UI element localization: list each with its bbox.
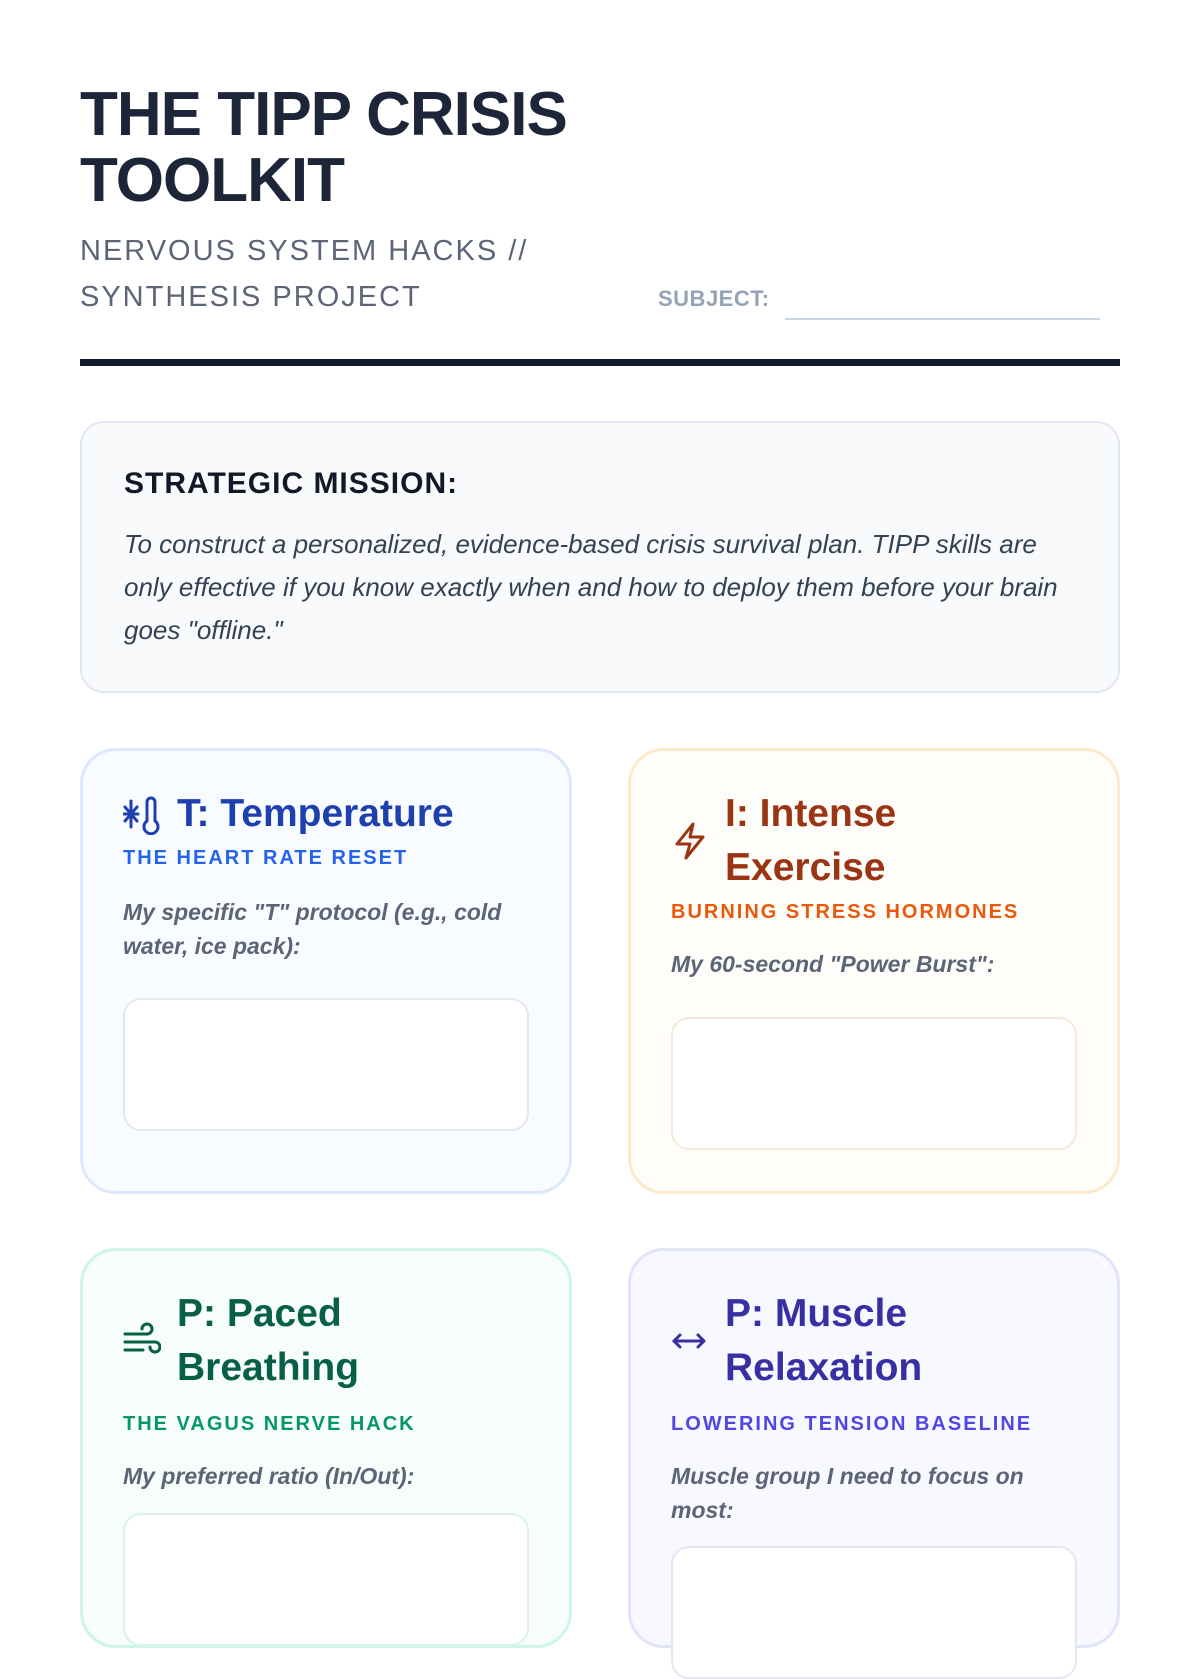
relaxation-card-header — [671, 1287, 1045, 1395]
breathing-card-subtitle: THE VAGUS NERVE HACK — [123, 1413, 416, 1435]
thermometer-snowflake-icon — [123, 793, 161, 835]
temperature-card-subtitle: THE HEART RATE RESET — [123, 847, 409, 869]
temperature-protocol-input[interactable] — [123, 998, 529, 1131]
mission-box — [80, 421, 1120, 693]
lightning-icon — [671, 820, 709, 862]
temperature-card-title: T: Temperature — [177, 792, 454, 835]
relaxation-card-prompt: Muscle group I need to focus on most: — [671, 1463, 1024, 1523]
header-divider — [80, 359, 1120, 366]
subject-label: SUBJECT: — [658, 286, 770, 311]
page-title: THE TIPP CRISIS TOOLKIT — [80, 80, 567, 215]
temperature-card-prompt: My specific "T" protocol (e.g., cold water, ice pack): — [123, 899, 502, 959]
temperature-card — [80, 748, 572, 1194]
mission-text: To construct a personalized, evidence-based crisis survival plan. TIPP skills are only effective if you know exactly when and how to deploy them before your brain goes "offline." — [124, 529, 1058, 645]
exercise-card-subtitle: BURNING STRESS HORMONES — [671, 901, 1020, 923]
mission-title: STRATEGIC MISSION: — [124, 467, 459, 500]
exercise-card-prompt: My 60-second "Power Burst": — [671, 951, 995, 977]
breathing-card — [80, 1248, 572, 1648]
relaxation-card-title: P: Muscle Relaxation — [725, 1292, 923, 1389]
breathing-ratio-input[interactable] — [123, 1513, 529, 1646]
breathing-card-title: P: Paced Breathing — [177, 1292, 360, 1389]
exercise-card — [628, 748, 1120, 1194]
muscle-group-input[interactable] — [671, 1546, 1077, 1679]
page-subtitle: NERVOUS SYSTEM HACKS // SYNTHESIS PROJECT — [80, 235, 529, 313]
breathing-card-prompt: My preferred ratio (In/Out): — [123, 1463, 415, 1489]
relaxation-card — [628, 1248, 1120, 1648]
power-burst-input[interactable] — [671, 1017, 1077, 1150]
breathing-card-header — [123, 1287, 477, 1395]
temperature-card-header — [123, 787, 454, 841]
exercise-card-title: I: Intense Exercise — [725, 792, 897, 889]
subject-input[interactable] — [785, 318, 1100, 320]
relaxation-card-subtitle: LOWERING TENSION BASELINE — [671, 1413, 1033, 1435]
arrows-horizontal-icon — [671, 1320, 709, 1362]
worksheet-header — [80, 0, 1120, 368]
wind-icon — [123, 1320, 161, 1362]
exercise-card-header — [671, 787, 1025, 895]
